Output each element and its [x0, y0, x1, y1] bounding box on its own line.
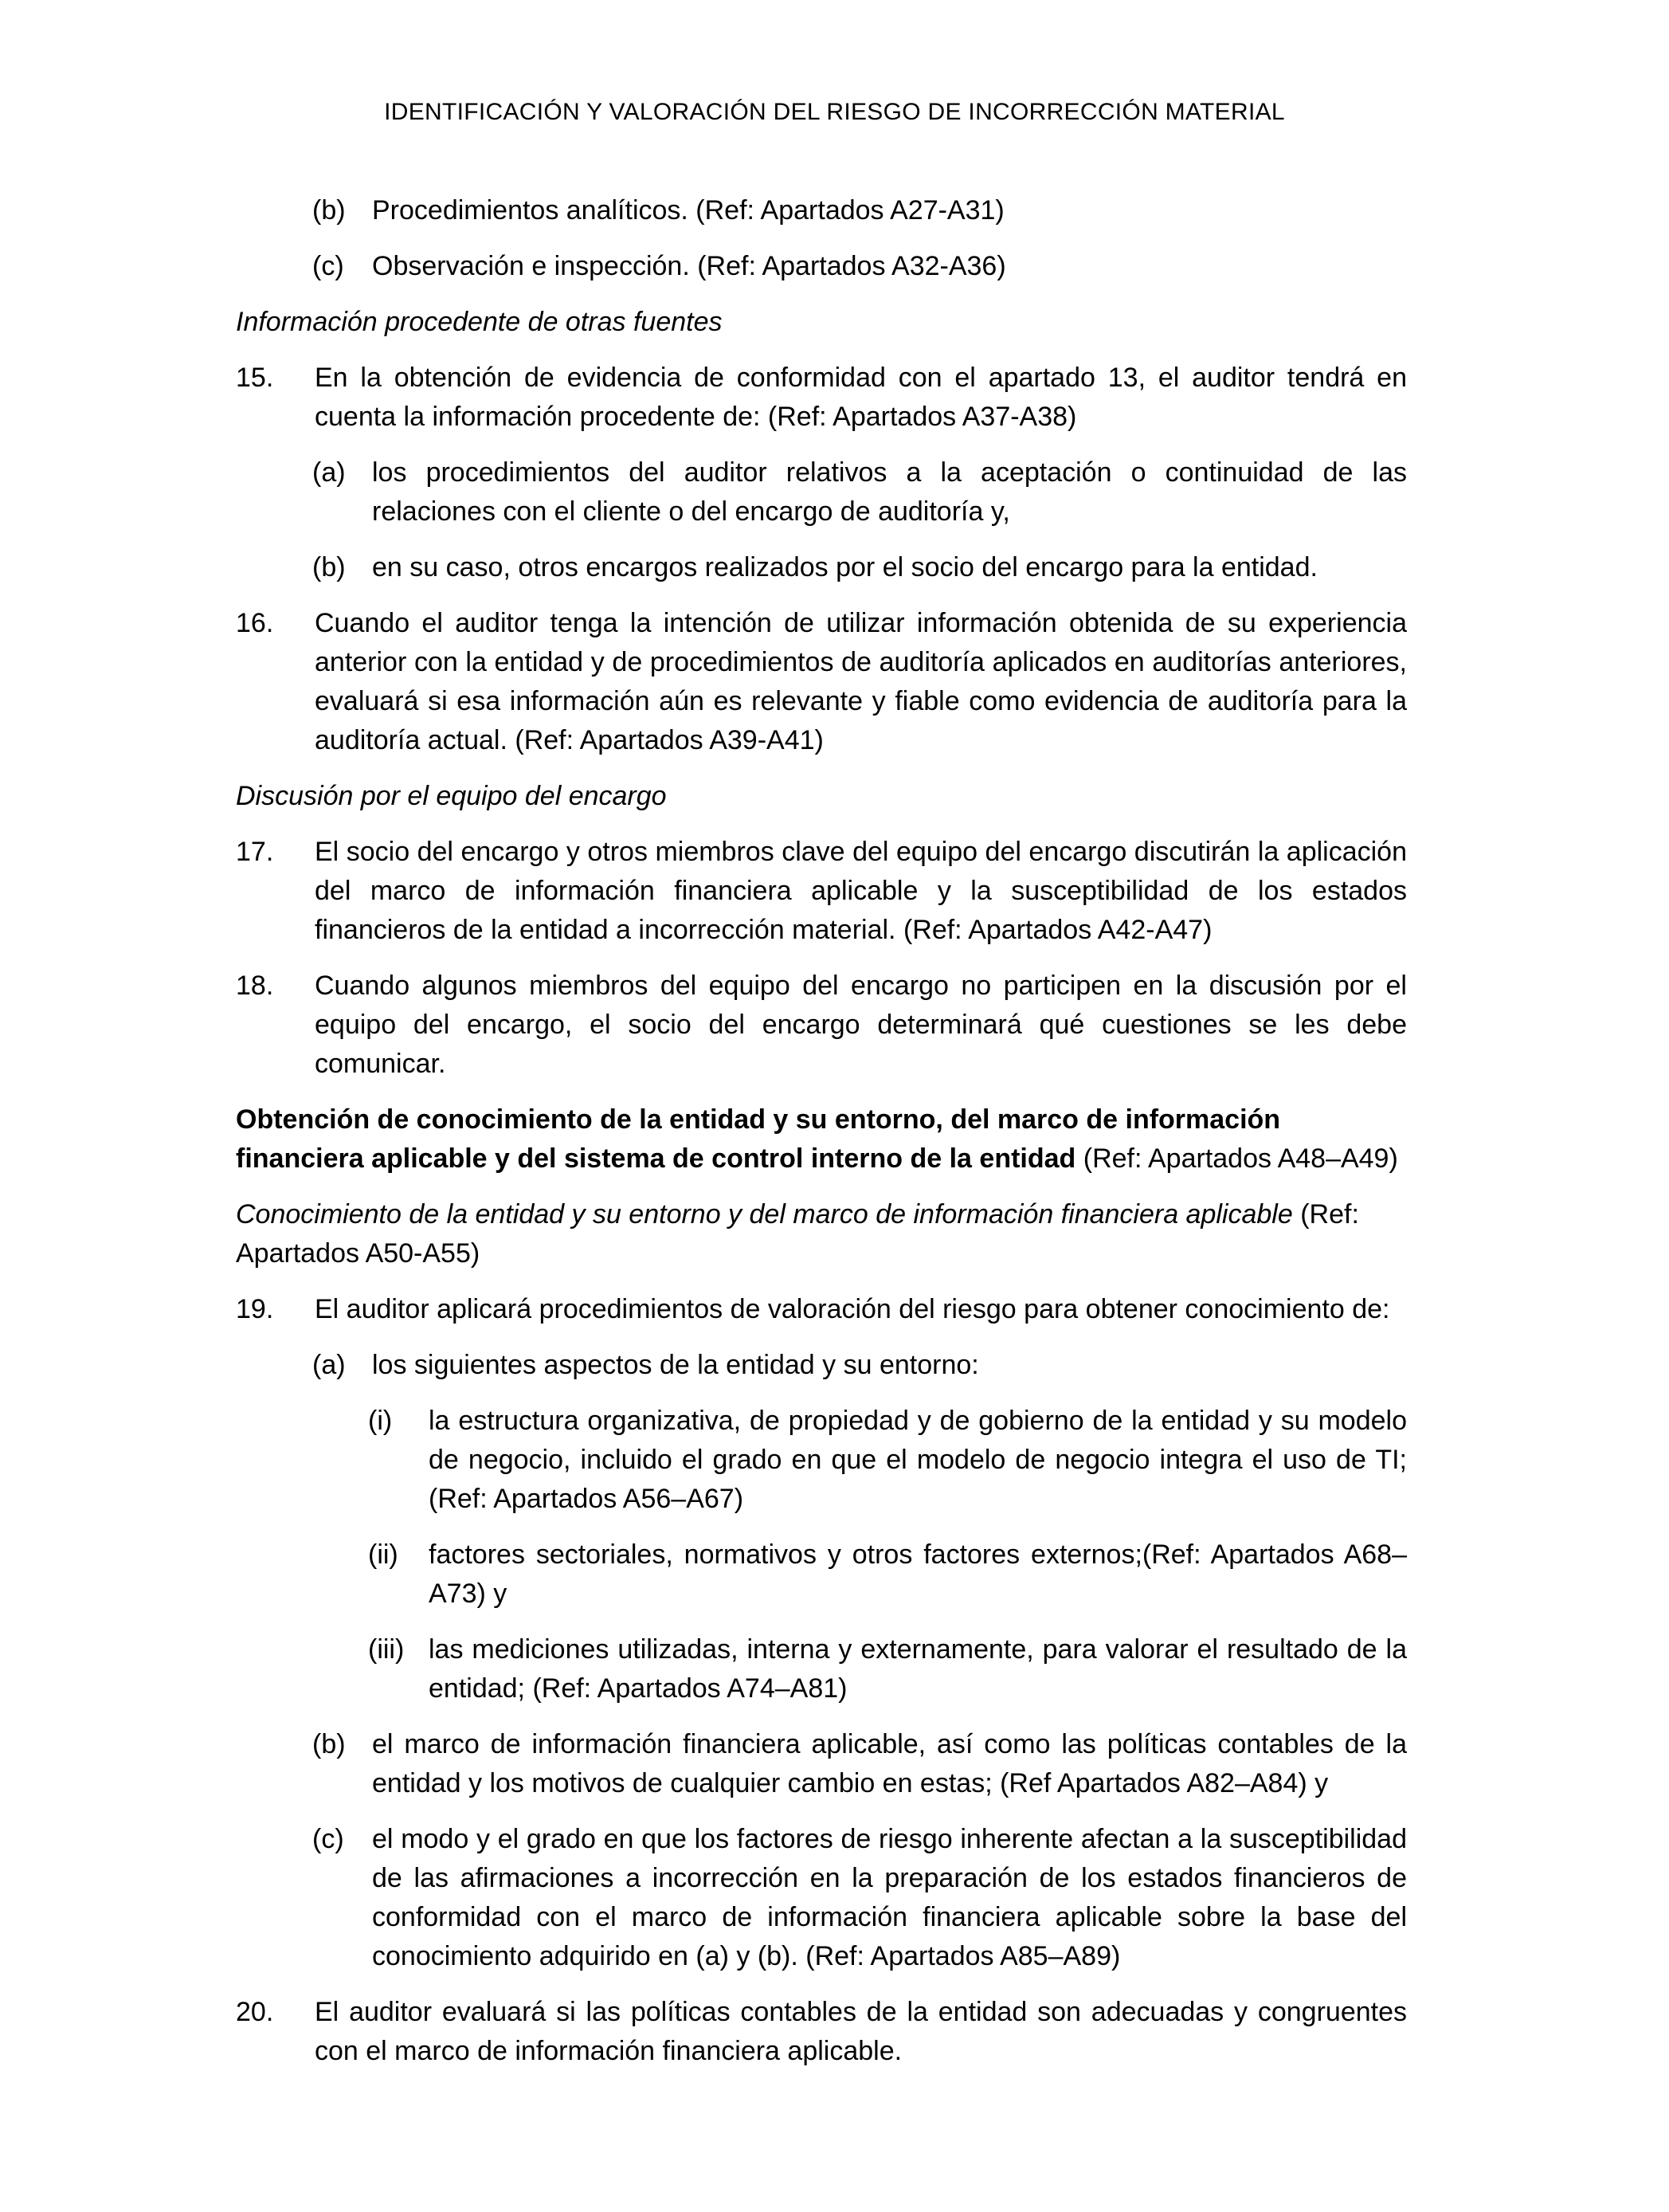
page-header: IDENTIFICACIÓN Y VALORACIÓN DEL RIESGO DE INCORRECCIÓN MATERIAL — [384, 99, 1285, 125]
paragraph-text: Cuando el auditor tenga la intención de utilizar información obtenida de su experiencia anterior con la entidad y de procedimientos de auditoría aplicados en auditorías anteriores, evaluará si esa información aún es relevante y fiable como evidencia de auditoría para la auditoría actual. (Ref: Apartados A39-A41) — [315, 608, 1407, 755]
item-label: (c) — [312, 1824, 344, 1854]
item-label: (b) — [312, 195, 346, 226]
subheading-team-discussion: Discusión por el equipo del encargo — [236, 781, 667, 811]
paragraph-18 — [236, 967, 1407, 1084]
section-heading-bold: Obtención de conocimiento de la entidad y su entorno, del marco de información financiera aplicable y del sistema de control interno de la entidad — [236, 1104, 1281, 1174]
section-heading-understanding — [236, 1100, 1407, 1179]
item-text: las mediciones utilizadas, interna y externamente, para valorar el resultado de la entidad; (Ref: Apartados A74–A81) — [429, 1634, 1407, 1704]
item-text: el modo y el grado en que los factores de riesgo inherente afectan a la susceptibilidad de las afirmaciones a incorrección en la preparación de los estados financieros de conformidad con el marco de información financiera aplicable sobre la base del conocimiento adquirido en (a) y (b). (Ref: Apartados A85–A89) — [372, 1824, 1407, 1971]
item-label: (iii) — [368, 1634, 405, 1665]
list-item-19b — [312, 1725, 1407, 1803]
item-text: factores sectoriales, normativos y otros factores externos;(Ref: Apartados A68–A73) y — [429, 1539, 1407, 1609]
list-item-15b — [312, 548, 1407, 587]
item-text: el marco de información financiera aplicable, así como las políticas contables de la entidad y los motivos de cualquier cambio en estas; (Ref Apartados A82–A84) y — [372, 1729, 1407, 1798]
item-text: en su caso, otros encargos realizados por el socio del encargo para la entidad. — [372, 552, 1318, 582]
item-label: (b) — [312, 552, 346, 582]
item-label: (ii) — [368, 1539, 398, 1570]
paragraph-20 — [236, 1993, 1407, 2071]
list-item-19a-ii — [368, 1535, 1407, 1614]
item-text: Observación e inspección. (Ref: Apartados A32-A36) — [372, 251, 1006, 281]
item-text: los siguientes aspectos de la entidad y su entorno: — [372, 1350, 979, 1380]
paragraph-number: 16. — [236, 608, 274, 638]
list-item-19a — [312, 1346, 1407, 1385]
list-item-15a — [312, 453, 1407, 531]
paragraph-number: 17. — [236, 837, 274, 867]
item-label: (c) — [312, 251, 344, 281]
paragraph-text: El auditor evaluará si las políticas contables de la entidad son adecuadas y congruentes con el marco de información financiera aplicable. — [315, 1997, 1407, 2066]
subheading-entity-environment — [236, 1195, 1407, 1273]
item-label: (a) — [312, 457, 346, 488]
list-item-19a-i — [368, 1402, 1407, 1519]
item-text: Procedimientos analíticos. (Ref: Apartados A27-A31) — [372, 195, 1005, 226]
paragraph-number: 20. — [236, 1997, 274, 2027]
item-text: la estructura organizativa, de propiedad y de gobierno de la entidad y su modelo de negocio, incluido el grado en que el modelo de negocio integra el uso de TI; (Ref: Apartados A56–A67) — [429, 1406, 1407, 1514]
item-label: (b) — [312, 1729, 346, 1759]
document-body — [236, 191, 1407, 2088]
list-item-19c — [312, 1820, 1407, 1976]
section-heading-ref: (Ref: Apartados A48–A49) — [1075, 1143, 1398, 1174]
paragraph-number: 19. — [236, 1294, 274, 1324]
subheading-italic: Conocimiento de la entidad y su entorno y del marco de información financiera aplicable — [236, 1199, 1293, 1230]
subheading-ref: (Ref: Apartados A50-A55) — [236, 1199, 1359, 1269]
paragraph-number: 15. — [236, 363, 274, 393]
paragraph-text: El auditor aplicará procedimientos de valoración del riesgo para obtener conocimiento de: — [315, 1294, 1390, 1324]
paragraph-16 — [236, 604, 1407, 760]
list-item-c-observation — [312, 247, 1407, 286]
item-label: (a) — [312, 1350, 346, 1380]
item-text: los procedimientos del auditor relativos a la aceptación o continuidad de las relaciones con el cliente o del encargo de auditoría y, — [372, 457, 1407, 527]
paragraph-15 — [236, 359, 1407, 437]
paragraph-text: Cuando algunos miembros del equipo del encargo no participen en la discusión por el equipo del encargo, el socio del encargo determinará qué cuestiones se les debe comunicar. — [315, 971, 1407, 1079]
paragraph-text: El socio del encargo y otros miembros clave del equipo del encargo discutirán la aplicación del marco de información financiera aplicable y la susceptibilidad de los estados financieros de la entidad a incorrección material. (Ref: Apartados A42-A47) — [315, 837, 1407, 945]
paragraph-19 — [236, 1290, 1407, 1329]
paragraph-text: En la obtención de evidencia de conformidad con el apartado 13, el auditor tendrá en cuenta la información procedente de: (Ref: Apartados A37-A38) — [315, 363, 1407, 432]
subheading-other-sources: Información procedente de otras fuentes — [236, 307, 723, 337]
list-item-19a-iii — [368, 1630, 1407, 1708]
item-label: (i) — [368, 1406, 393, 1436]
paragraph-number: 18. — [236, 971, 274, 1001]
paragraph-17 — [236, 833, 1407, 950]
list-item-b-analytical — [312, 191, 1407, 230]
